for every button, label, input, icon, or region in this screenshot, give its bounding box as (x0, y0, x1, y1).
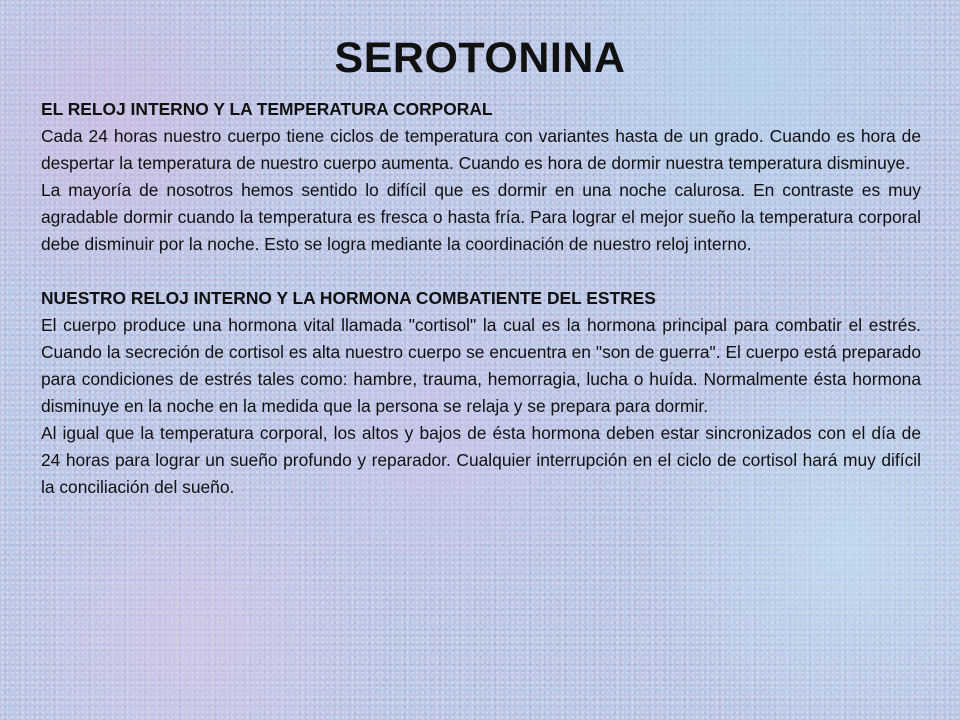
section-internal-clock-stress-hormone (41, 285, 921, 501)
section-internal-clock-temperature (41, 96, 921, 258)
paragraph: El cuerpo produce una hormona vital llamada "cortisol" la cual es la hormona principal para combatir el estrés. Cuando la secreción de cortisol es alta nuestro cuerpo se encuentra en "son de guerra". El cuerpo está preparado para condiciones de estrés tales como: hambre, trauma, hemorragia, lucha o huída. Normalmente ésta hormona disminuye en la noche en la medida que la persona se relaja y se prepara para dormir. (41, 315, 921, 416)
paragraph: La mayoría de nosotros hemos sentido lo difícil que es dormir en una noche calurosa. En contraste es muy agradable dormir cuando la temperatura es fresca o hasta fría. Para lograr el mejor sueño la temperatura corporal debe disminuir por la noche. Esto se logra mediante la coordinación de nuestro reloj interno. (41, 180, 921, 254)
slide-title: SEROTONINA (334, 34, 626, 82)
section-heading: EL RELOJ INTERNO Y LA TEMPERATURA CORPORAL (41, 99, 493, 119)
paragraph: Al igual que la temperatura corporal, los altos y bajos de ésta hormona deben estar sincronizados con el día de 24 horas para lograr un sueño profundo y reparador. Cualquier interrupción en el ciclo de cortisol hará muy difícil la conciliación del sueño. (41, 423, 921, 497)
slide-content (41, 96, 921, 501)
section-spacer (41, 258, 921, 285)
section-heading: NUESTRO RELOJ INTERNO Y LA HORMONA COMBATIENTE DEL ESTRES (41, 288, 656, 308)
paragraph: Cada 24 horas nuestro cuerpo tiene ciclos de temperatura con variantes hasta de un grado. Cuando es hora de despertar la temperatura de nuestro cuerpo aumenta. Cuando es hora de dormir nuestra temperatura disminuye. (41, 126, 921, 173)
